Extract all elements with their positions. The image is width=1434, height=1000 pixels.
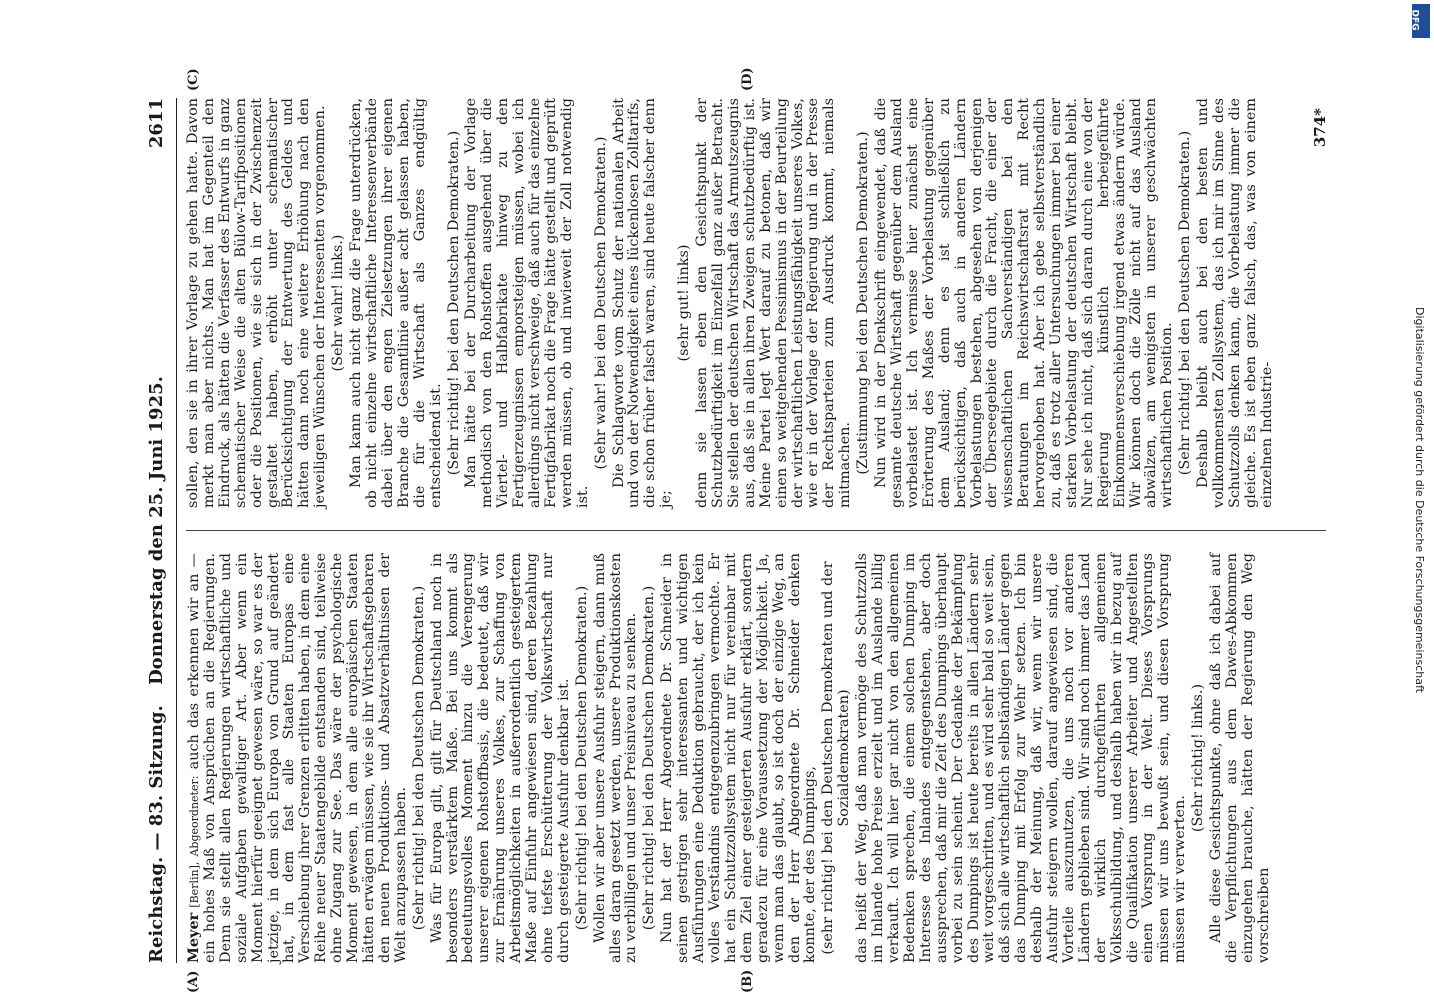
header-left: Reichstag. — 83. Sitzung. (146, 705, 167, 963)
speech-text: auch das erkennen wir an — ein hohes Maß von Ansprüchen an die Regierungen. Denn sie stellt allen Regierungen wirtschaftliche und soziale Aufgaben gewaltiger Art. Aber wenn ein Moment hierfür geeignet gewesen wäre, so war es der jetzige, in dem sich Europa von Grund auf geändert hat, in dem fast alle Staaten Europas eine Verschiebung ihrer Grenzen erlitten haben, in dem eine Reihe neuer Staatengebilde entstanden sind, teilweise ohne Zugang zur See. Das wäre der psychologische Moment gewesen, in dem alle europäischen Staaten hätten erwägen müssen, wie sie ihr Wirtschaftsgebaren den neuen Produktions- und Absatzverhältnissen der Welt anzupassen haben. (186, 553, 409, 963)
right-column (186, 98, 1276, 508)
page-header (140, 98, 177, 963)
page-number: 2611 (146, 98, 167, 149)
column-divider (186, 530, 1326, 531)
speech-paragraph: Man hätte bei der Durcharbeitung der Vorlage methodisch von den Rohstoffen ausgehend über die Viertel- und Halbfabrikate hinweg zu den Fertigerzeugnissen emporsteigen müssen, wobei ich allerdings nicht verschweige, daß auch für das einzelne Fertigfabrikat noch die Frage hätte gestellt und geprüft werden müssen, ob und inwieweit der Zoll notwendig ist. (463, 98, 591, 508)
reaction-note: (Sehr richtig! links.) (1190, 683, 1207, 833)
left-column (186, 553, 1273, 963)
margin-marker-c: (C) (186, 68, 201, 91)
speech-paragraph: Alle diese Gesichtspunkte, ohne daß ich dabei auf die Verpflichtungen aus dem Dawes-Abkommen einzugehen brauche, hätten der Regierung den Weg vorschreiben (1208, 553, 1272, 963)
header-date: Donnerstag den 25. Juni 1925. (146, 376, 167, 685)
speaker-role: [Berlin], Abgeordneter: (188, 775, 201, 913)
reaction-note: (Sehr richtig! bei den Deutschen Demokraten.) (573, 585, 590, 931)
reaction-note: (Sehr richtig! bei den Deutschen Demokraten.) (641, 585, 658, 931)
margin-marker-a: (A) (186, 970, 201, 993)
digitization-credit (1408, 10, 1430, 990)
speaker-name: Meyer (185, 912, 202, 963)
sheet-number: 374* (1311, 108, 1329, 148)
speech-paragraph: Die Schlagworte vom Schutz der nationalen Arbeit und von der Notwendigkeit eines lückenlosen Zolltarifs, die schon früher falsch waren, sind heute falscher denn je; (610, 98, 675, 508)
reaction-note: (Zustimmung bei den Deutschen Demokraten.) (855, 131, 872, 475)
margin-marker-d: (D) (740, 67, 755, 91)
speech-paragraph: Man kann auch nicht ganz die Frage unterdrücken, ob nicht einzelne wirtschaftliche Interessenverbände dabei über den engen Zielsetzungen ihrer eigenen Branche die Gesamtlinie außer acht gelassen haben, die für die Wirtschaft als Ganzes endgültig entscheidend ist. (348, 98, 444, 508)
speech-paragraph: Deshalb bleibt auch bei den besten und vollkommensten Zollsystem, das ich mir im Sinne des Schutzzolls denken kann, die Vorbelastung immer die gleiche. Es ist eben ganz falsch, das, was von einem einzelnen Industrie- (1195, 98, 1275, 508)
speech-paragraph: das heißt der Weg, daß man vermöge des Schutzzolls im Inlande hohe Preise erzielt und im Auslande billig verkauft. Ich will hier gar nicht von den allgemeinen Bedenken sprechen, die einem solchen Dumping im Interesse des Inlandes entgegenstehen, aber doch aussprechen, daß mir die Zeit des Dumpings überhaupt vorbei zu sein scheint. Der Gedanke der Bekämpfung des Dumpings ist heute bereits in allen Ländern sehr weit vorgeschritten, und es wird sehr bald so weit sein, daß sich alle wirtschaftlich selbständigen Länder gegen das Dumping mit Erfolg zur Wehr setzen. Ich bin deshalb der Meinung, daß wir, wenn wir unsere Ausfuhr steigern wollen, darauf angewiesen sind, die Vorteile auszunutzen, die uns noch vor anderen Ländern geblieben sind. Wir sind noch immer das Land der wirklich durchgeführten allgemeinen Volksschulbildung, und deshalb haben wir in bezug auf die Qualifikation unserer Arbeiter und Angestellten einen Vorsprung in der Welt. Dieses Vorsprungs müssen wir uns bewußt sein, und diesen Vorsprung müssen wir verwerten. (854, 553, 1189, 963)
speech-paragraph: Wollen wir aber unsere Ausfuhr steigern, dann muß alles daran gesetzt werden, unsere Produktionskosten zu verbilligen und unser Preisniveau zu senken. (591, 553, 640, 963)
reaction-note: (Sehr richtig! bei den Deutschen Demokraten.) (410, 585, 427, 931)
reaction-note: (sehr gut! links) (676, 244, 693, 362)
reaction-note: (Sehr wahr! links.) (330, 234, 347, 372)
speech-paragraph: Nun wird in der Denkschrift eingewendet, daß die gesamte deutsche Wirtschaft gegenüber dem Ausland vorbelastet ist. Ich vermisse hier zunächst eine Erörterung des Maßes der Vorbelastung gegenüber dem Ausland; denn es ist schließlich zu berücksichtigen, daß auch in anderen Ländern Vorbelastungen bestehen, abgesehen von derjenigen der Überseegebiete durch die Fracht, die einer der wissenschaftlichen Sachverständigen bei den Beratungen im Reichswirtschaftsrat mit Recht hervorgehoben hat. Aber ich gebe selbstverständlich zu, daß es trotz aller Untersuchungen immer bei einer starken Vorbelastung der deutschen Wirtschaft bleibt. Nur sehe ich nicht, daß sich daran durch eine von der Regierung künstlich herbeigeführte Einkommensverschiebung irgend etwas ändern würde. Wir können doch die Zölle nicht auf das Ausland abwälzen, am wenigsten in unserer geschwächten wirtschaftlichen Position. (873, 98, 1176, 508)
speech-paragraph: Was für Europa gilt, gilt für Deutschland noch in besonders verstärktem Maße. Bei uns kommt als bedeutungsvolles Moment hinzu die Verengerung unserer eigenen Rohstoffbasis, die bedeutet, daß wir zur Ernährung unseres Volkes, zur Schaffung von Arbeitsmöglichkeiten in außerordentlich gesteigertem Maße auf Einfuhr angewiesen sind, deren Bezahlung ohne tiefste Erschütterung der Volkswirtschaft nur durch gesteigerte Ausfuhr denkbar ist. (428, 553, 572, 963)
speaker-paragraph (186, 553, 410, 963)
credit-text: Digitalisierung gefördert durch die Deutsche Forschungsgemeinschaft (1413, 307, 1426, 693)
rotated-page (140, 67, 1335, 993)
speech-paragraph: denn sie lassen eben den Gesichtspunkt der Schutzbedürftigkeit im Einzelfall ganz außer Betracht. Sie stellen der deutschen Wirtschaft das Armutszeugnis aus, daß sie in allen ihren Zweigen schutzbedürftig ist. Meine Partei legt Wert darauf zu betonen, daß wir einen so weitgehenden Pessimismus in der Beurteilung der wirtschaftlichen Leistungsfähigkeit unseres Volkes, wie er in der Vorlage der Regierung und in der Presse der Rechtsparteien zum Ausdruck kommt, niemals mitmachen. (694, 98, 854, 508)
reaction-note: (Sehr richtig! bei den Deutschen Demokraten.) (1177, 130, 1194, 476)
speech-paragraph: Nun hat der Herr Abgeordnete Dr. Schneider in seinen gestrigen sehr interessanten und wichtigen Ausführungen eine Deduktion gebraucht, der ich kein volles Verständnis entgegenzubringen vermochte. Er hat ein Schutzzollsystem nicht nur für vereinbar mit dem Ziel einer gesteigerten Ausfuhr erklärt, sondern geradezu für eine Voraussetzung der Möglichkeit. Ja, wenn man das glaubt, so ist doch der einzige Weg, an den der Herr Abgeordnete Dr. Schneider denken konnte, der des Dumpings, (659, 553, 819, 963)
reaction-note: (Sehr richtig! bei den Deutschen Demokraten.) (445, 130, 462, 476)
reaction-note: (sehr richtig! bei den Deutschen Demokraten und der Sozialdemokraten) (820, 561, 853, 955)
reaction-note: (Sehr wahr! bei den Deutschen Demokraten.) (592, 136, 609, 470)
speech-paragraph: sollen, den sie in ihrer Vorlage zu gehen hatte. Davon merkt man aber nichts. Man hat im Gegenteil den Eindruck, als hätten die Verfasser des Entwurfs in ganz schematischer Weise die alten Bülow-Tarifpositionen oder die Positionen, wie sie sich in der Zwischenzeit gestaltet haben, erhöht unter schematischer Berücksichtigung der Entwertung des Geldes und hätten dann noch eine weitere Erhöhung nach den jeweiligen Wünschen der Interessenten vorgenommen. (185, 98, 329, 508)
dfg-logo: DFG (1412, 4, 1430, 38)
margin-marker-b: (B) (740, 969, 755, 993)
